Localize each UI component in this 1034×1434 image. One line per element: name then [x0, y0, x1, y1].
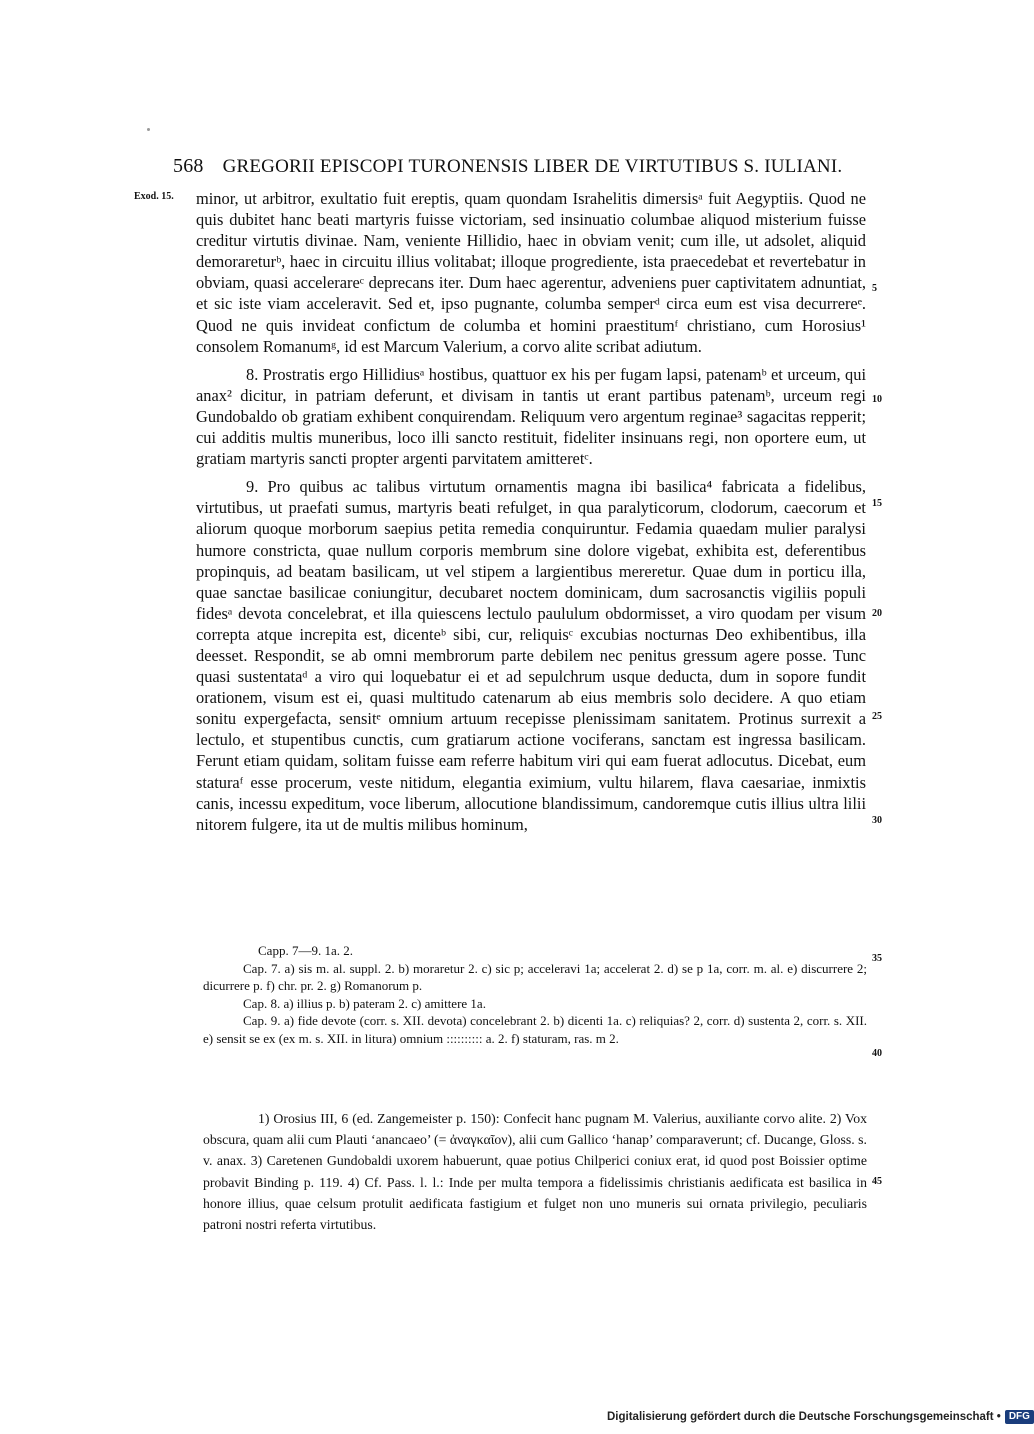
apparatus-cap-7: Cap. 7. a) sis m. al. suppl. 2. b) moraretur 2. c) sic p; acceleravi 1a; accelerat 2. d) se p 1a, corr. m. al. e) discurrere 2; dicurrere p. f) chr. pr. 2. g) Romanorum p.	[203, 960, 867, 993]
digitization-credit	[607, 1410, 1034, 1424]
credit-text: Digitalisierung gefördert durch die Deutsche Forschungsgemeinschaft •	[607, 1411, 1001, 1424]
paragraph-8: 8. Prostratis ergo Hillidiusᵃ hostibus, quattuor ex his per fugam lapsi, patenamᵇ et urceum, qui anax² dicitur, in patriam deferunt, et divisam in tantis ut erant partibus patenamᵇ, urceum regi Gundobaldo ob gratiam exhibent conquirendam. Reliquum vero argentum reginae³ sagacitas repperit; cui additis multis muneribus, loco illi sancto restituit, fideliter insinuans regi, non oportere eum, ut gratiam martyris sancti propter argenti parvitatem amitteretᶜ.	[196, 364, 866, 469]
running-header	[173, 155, 873, 178]
footnotes	[203, 1108, 867, 1235]
margin-reference: Exod. 15.	[134, 191, 174, 202]
line-number-15: 15	[872, 498, 882, 509]
apparatus-cap-9: Cap. 9. a) fide devote (corr. s. XII. devota) concelebrant 2. b) dicenti 1a. c) reliquias? 2, corr. d) sustenta 2, corr. s. XII. e) sensit se ex (ex m. s. XII. in litura) omnium :::::::::: a. 2. f) staturam, ras. m 2.	[203, 1013, 867, 1046]
footnotes-text: 1) Orosius III, 6 (ed. Zangemeister p. 150): Confecit hanc pugnam M. Valerius, auxiliante corvo alite. 2) Vox obscura, quam alii cum Plauti ‘anancaeo’ (= ἀναγκαῖον), alii cum Gallico ‘hanap’ comparaverunt; cf. Ducange, Gloss. s. v. anax. 3) Caretenen Gundobaldi uxorem habuerunt, quae potius Chilperici coniux erat, id quod post Boissier optime probavit Binding p. 119. 4) Cf. Pass. l. l.: Inde per multa tempora a fidelissimis christianis aedificata est basilica in honore illius, quae celsum protulit aedificata fastigium et fulget non uno muneris sui ornata privilegio, peculiaris patroni nostri referta virtutibus.	[203, 1111, 867, 1233]
main-text	[196, 188, 866, 835]
line-number-10: 10	[872, 394, 882, 405]
line-number-25: 25	[872, 711, 882, 722]
critical-apparatus	[203, 942, 867, 1047]
running-title: GREGORII EPISCOPI TURONENSIS LIBER DE VIRTUTIBUS S. IULIANI.	[222, 156, 843, 177]
apparatus-sources: Capp. 7—9. 1a. 2.	[258, 943, 353, 958]
line-number-30: 30	[872, 815, 882, 826]
line-number-40: 40	[872, 1048, 882, 1059]
margin-dot	[147, 128, 150, 131]
paragraph-9: 9. Pro quibus ac talibus virtutum ornamentis magna ibi basilica⁴ fabricata a fidelibus, virtutibus, ut praefati sumus, martyris beati refulget, in qua paralyticorum, clodorum, caecorum et aliorum quoque morborum saepius petita remedia conquiruntur. Fedamia quaedam mulier paralysi humore constricta, quae nullum corporis membrum sine dolore vigebat, exhibita est, deferentibus propinquis, ad beatam basilicam, ut vel stipem a largientibus mereretur. Quae dum in porticu illa, quae sanctae basilicae coniungitur, decubaret noctem dominicam, dum sacrosanctis vigiliis populi fidesᵃ devota concelebrat, et illa quiescens lectulo paululum obdormisset, a viro quodam per visum correpta atque increpita est, dicenteᵇ sibi, cur, reliquisᶜ excubias nocturnas Deo exhibentibus, illa deesset. Respondit, se ab omni membrorum parte debilem nec penitus gressum agere posse. Tunc quasi sustentataᵈ a viro qui loquebatur ei et ad sepulchrum usque deducta, dum in sopore fundit orationem, visum est ei, quasi multitudo catenarum ab eius membris solo decidere. A quo etiam sonitu expergefacta, sensitᵉ omnium artuum recepisse plenissimam sanitatem. Protinus surrexit a lectulo, et stupentibus cunctis, cum gratiarum actione vociferans, sanctam est ingressa basilicam. Ferunt etiam quidam, solitam fuisse eam referre habitum viri qui eam fuerat adlocutus. Dicebat, eum staturaᶠ esse procerum, veste nitidum, elegantia eximium, vultu hilarem, flava caesariae, inmixtis canis, incessu expeditum, voce liberum, allocutione blandissimum, candoremque cutis illius ultra lilii nitorem fulgere, ita ut de multis milibus hominum,	[196, 477, 866, 834]
apparatus-cap-8: Cap. 8. a) illius p. b) pateram 2. c) amittere 1a.	[243, 995, 486, 1011]
page-number: 568	[173, 155, 204, 177]
dfg-logo: DFG	[1005, 1410, 1034, 1424]
line-number-5: 5	[872, 283, 877, 294]
line-number-45: 45	[872, 1176, 882, 1187]
line-number-20: 20	[872, 608, 882, 619]
line-number-35: 35	[872, 953, 882, 964]
paragraph-7-continued: minor, ut arbitror, exultatio fuit ereptis, quam quondam Israhelitis dimersisᵃ fuit Aegyptiis. Quod ne quis dubitet hanc beati martyris fuisse victoriam, sed insinuatio columbae aliquod misterium fuisse creditur virtutis divinae. Nam, veniente Hillidio, haec in obviam venit; cum ille, ut adsolet, aliquid demorareturᵇ, haec in circuitu illius volitabat; illoque progrediente, ista praecedebat et revertebatur in obviam, quasi accelerareᶜ deprecans iter. Dum haec agerentur, adveniens puer captivitatem adnuntiat, et sic iste viam acceleravit. Sed et, ipso pugnante, columba semperᵈ circa eum est visa decurrereᵉ. Quod ne quis invideat confictum de columba et homini praestitumᶠ christiano, cum Horosius¹ consolem Romanumᵍ, id est Marcum Valerium, a corvo alite scribat adiutum.	[196, 189, 866, 356]
